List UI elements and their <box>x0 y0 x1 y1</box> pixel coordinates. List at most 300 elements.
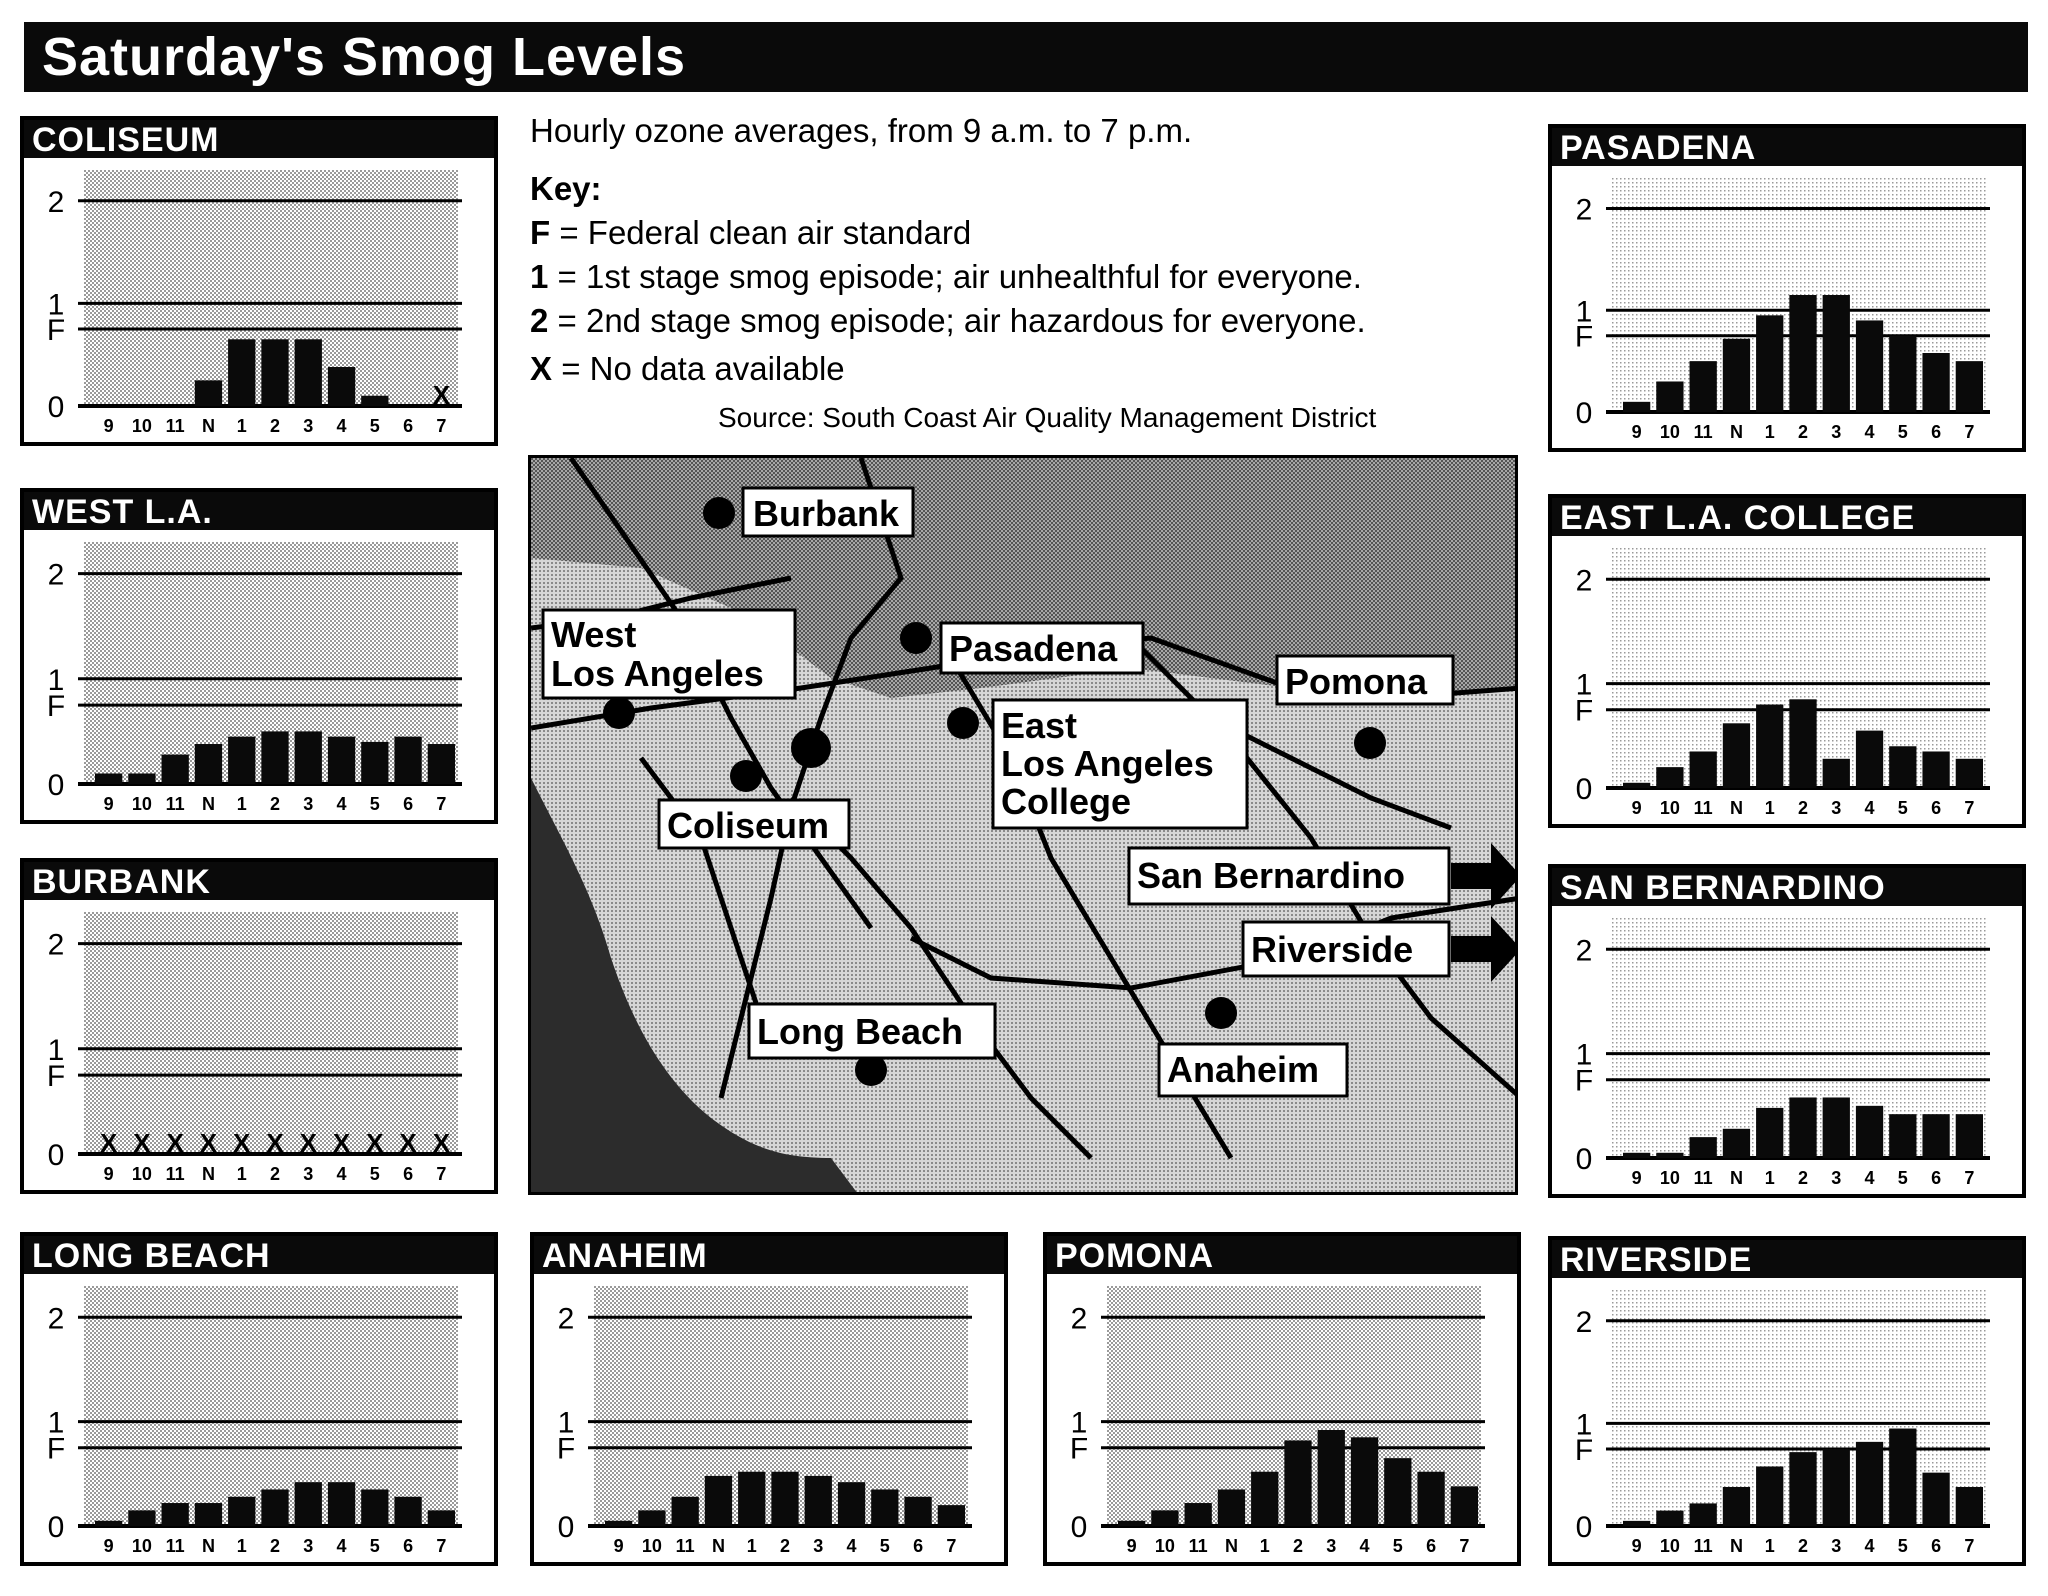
chart-title: POMONA <box>1047 1236 1517 1274</box>
bar <box>904 1497 931 1526</box>
bar <box>1823 759 1850 788</box>
bar <box>1756 315 1783 412</box>
city-marker <box>1205 997 1237 1029</box>
x-tick-label: 9 <box>103 1164 114 1184</box>
map-label-san-bernardino: San Bernardino <box>1137 855 1406 896</box>
legend-heading: Key: <box>530 170 602 207</box>
bar <box>1956 759 1983 788</box>
y-tick-label: F <box>1574 320 1594 354</box>
x-tick-label: 5 <box>1897 798 1908 818</box>
bar <box>1756 705 1783 788</box>
x-tick-label: 2 <box>1797 1536 1809 1556</box>
chart-panel-long-beach <box>20 1232 498 1566</box>
x-tick-label: 1 <box>1764 1168 1775 1188</box>
y-tick-label: 1 <box>1070 1406 1088 1440</box>
bar <box>195 744 222 784</box>
bar <box>638 1510 665 1526</box>
y-tick-label: F <box>46 690 66 724</box>
y-tick-label: 1 <box>1575 1038 1593 1072</box>
bar <box>394 737 421 784</box>
legend-item-text: = 1st stage smog episode; air unhealthful for everyone. <box>557 258 1362 295</box>
x-tick-label: 7 <box>436 794 447 814</box>
bar <box>228 1497 255 1526</box>
y-tick-label: 1 <box>47 1406 65 1440</box>
x-tick-label: 11 <box>1188 1536 1208 1556</box>
bar <box>1656 381 1683 412</box>
chart-title: SAN BERNARDINO <box>1552 868 2022 906</box>
bar <box>1823 1449 1850 1526</box>
bar <box>261 339 288 406</box>
x-tick-label: 1 <box>1764 798 1775 818</box>
x-tick-label: 11 <box>1693 798 1713 818</box>
plot-background <box>84 912 458 1154</box>
x-tick-label: 11 <box>675 1536 695 1556</box>
legend-item-text: = Federal clean air standard <box>559 214 972 251</box>
bar <box>938 1505 965 1526</box>
map-label-east-la-1: East <box>1001 705 1078 746</box>
y-tick-label: 0 <box>47 391 65 424</box>
bar <box>1690 1137 1717 1158</box>
bar <box>428 1510 455 1526</box>
no-data-marker: X <box>166 1128 184 1158</box>
map-label-west-la-2: Los Angeles <box>551 653 764 694</box>
x-tick-label: 10 <box>1659 1168 1680 1188</box>
legend-item-text: = No data available <box>561 350 845 387</box>
chart-panel-riverside <box>1548 1236 2026 1566</box>
bar <box>128 1510 155 1526</box>
map-label-pomona: Pomona <box>1285 661 1428 702</box>
x-tick-label: 5 <box>369 416 380 436</box>
x-tick-label: 4 <box>336 1164 347 1184</box>
chart-svg <box>1047 1274 1517 1562</box>
y-tick-label: 2 <box>47 185 65 219</box>
no-data-marker: X <box>366 1128 384 1158</box>
x-tick-label: 9 <box>103 416 114 436</box>
bar <box>805 1476 832 1526</box>
region-map <box>528 455 1518 1195</box>
x-tick-label: 5 <box>369 1536 380 1556</box>
y-tick-label: 0 <box>557 1511 575 1544</box>
bar <box>1922 1473 1949 1526</box>
x-tick-label: 3 <box>303 1164 314 1184</box>
x-tick-label: 10 <box>131 1164 152 1184</box>
x-tick-label: 10 <box>641 1536 662 1556</box>
no-data-marker: X <box>399 1128 417 1158</box>
x-tick-label: 11 <box>165 416 185 436</box>
x-tick-label: 1 <box>236 794 247 814</box>
x-tick-label: N <box>201 416 215 436</box>
legend-item <box>530 258 1362 296</box>
y-tick-label: 1 <box>1575 295 1593 329</box>
x-tick-label: 6 <box>403 416 414 436</box>
no-data-marker: X <box>133 1128 151 1158</box>
no-data-marker: X <box>266 1128 284 1158</box>
y-tick-label: 0 <box>1070 1511 1088 1544</box>
x-tick-label: 4 <box>1864 798 1875 818</box>
x-tick-label: 11 <box>165 794 185 814</box>
map-label-long-beach: Long Beach <box>757 1011 964 1052</box>
x-tick-label: 4 <box>336 1536 347 1556</box>
x-tick-label: 3 <box>1831 1536 1842 1556</box>
x-tick-label: N <box>201 1164 215 1184</box>
x-tick-label: 11 <box>1693 1536 1713 1556</box>
x-tick-label: 7 <box>1964 1168 1975 1188</box>
bar <box>1789 699 1816 788</box>
chart-title: RIVERSIDE <box>1552 1240 2022 1278</box>
bar <box>672 1497 699 1526</box>
y-tick-label: 0 <box>47 769 65 802</box>
y-tick-label: 2 <box>47 928 65 962</box>
bar <box>1656 767 1683 788</box>
bar <box>1723 1129 1750 1158</box>
x-tick-label: 3 <box>1831 422 1842 442</box>
bar <box>295 339 322 406</box>
x-tick-label: 5 <box>1897 1536 1908 1556</box>
bar <box>162 1503 189 1526</box>
x-tick-label: 5 <box>369 1164 380 1184</box>
y-tick-label: 2 <box>1575 564 1593 598</box>
bar <box>1956 1114 1983 1158</box>
chart-svg <box>1552 906 2022 1194</box>
y-tick-label: F <box>1574 1064 1594 1098</box>
y-tick-label: 2 <box>47 558 65 592</box>
x-tick-label: 6 <box>1426 1536 1437 1556</box>
bar <box>195 1503 222 1526</box>
bar <box>1956 1487 1983 1526</box>
bar <box>1956 361 1983 412</box>
bar <box>1889 1114 1916 1158</box>
y-tick-label: 1 <box>1575 668 1593 702</box>
y-tick-label: 2 <box>1575 193 1593 227</box>
x-tick-label: 5 <box>369 794 380 814</box>
y-tick-label: 2 <box>557 1302 575 1336</box>
x-tick-label: 9 <box>1631 422 1642 442</box>
x-tick-label: 11 <box>165 1536 185 1556</box>
city-marker <box>1354 727 1386 759</box>
bar <box>328 737 355 784</box>
chart-panel-west-la <box>20 488 498 824</box>
y-tick-label: 0 <box>1575 1143 1593 1176</box>
bar <box>1118 1521 1145 1526</box>
chart-panel-coliseum <box>20 116 498 446</box>
city-marker <box>703 497 735 529</box>
chart-title: BURBANK <box>24 862 494 900</box>
no-data-marker: X <box>432 1128 451 1158</box>
bar <box>1623 1153 1650 1158</box>
bar <box>1789 1452 1816 1526</box>
x-tick-label: 10 <box>131 794 152 814</box>
x-tick-label: 11 <box>165 1164 185 1184</box>
chart-svg <box>1552 1278 2022 1562</box>
legend-item-key: F <box>530 214 551 251</box>
x-tick-label: 6 <box>913 1536 924 1556</box>
x-tick-label: 6 <box>1931 1168 1942 1188</box>
bar <box>1856 1442 1883 1526</box>
bar <box>1756 1108 1783 1158</box>
bar <box>1384 1458 1411 1526</box>
y-tick-label: 0 <box>1575 1511 1593 1544</box>
legend-item <box>530 302 1366 340</box>
bar <box>1723 723 1750 788</box>
bar <box>771 1472 798 1526</box>
x-tick-label: N <box>1729 798 1743 818</box>
bar <box>1922 353 1949 412</box>
x-tick-label: 2 <box>269 1164 281 1184</box>
bar <box>295 1482 322 1526</box>
bar <box>1889 746 1916 788</box>
map-label-riverside: Riverside <box>1251 929 1414 970</box>
chart-title: COLISEUM <box>24 120 494 158</box>
x-tick-label: 9 <box>103 794 114 814</box>
x-tick-label: 3 <box>303 794 314 814</box>
bar <box>705 1476 732 1526</box>
no-data-marker: X <box>99 1128 118 1158</box>
bar <box>1318 1430 1345 1526</box>
bar <box>361 396 388 406</box>
chart-panel-pasadena <box>1548 124 2026 452</box>
chart-panel-burbank <box>20 858 498 1194</box>
bar <box>394 1497 421 1526</box>
y-tick-label: 1 <box>47 663 65 697</box>
bar <box>1922 751 1949 788</box>
city-marker <box>603 697 635 729</box>
chart-svg <box>24 1274 494 1562</box>
y-tick-label: 0 <box>47 1511 65 1544</box>
x-tick-label: 4 <box>1864 1168 1875 1188</box>
bar <box>1690 361 1717 412</box>
bar <box>1723 1487 1750 1526</box>
x-tick-label: 4 <box>336 794 347 814</box>
bar <box>1284 1440 1311 1526</box>
x-tick-label: 2 <box>269 794 281 814</box>
x-tick-label: 1 <box>236 416 247 436</box>
map-label-coliseum: Coliseum <box>667 805 830 846</box>
bar <box>328 1482 355 1526</box>
bar <box>1251 1472 1278 1526</box>
x-tick-label: 11 <box>1693 422 1713 442</box>
map-label-pasadena: Pasadena <box>949 628 1118 669</box>
x-tick-label: 10 <box>131 416 152 436</box>
x-tick-label: 10 <box>1154 1536 1175 1556</box>
bar <box>1451 1486 1478 1526</box>
y-tick-label: 2 <box>1575 1305 1593 1339</box>
bar <box>95 1521 122 1526</box>
bar <box>605 1521 632 1526</box>
x-tick-label: 7 <box>1964 422 1975 442</box>
x-tick-label: 7 <box>436 1536 447 1556</box>
bar <box>95 773 122 784</box>
y-tick-label: F <box>46 1432 66 1466</box>
city-marker <box>947 707 979 739</box>
bar <box>128 773 155 784</box>
map-label-east-la-2: Los Angeles <box>1001 743 1214 784</box>
y-tick-label: 0 <box>1575 773 1593 806</box>
x-tick-label: 1 <box>746 1536 757 1556</box>
map-label-west-la-1: West <box>551 614 637 655</box>
x-tick-label: 10 <box>1659 798 1680 818</box>
chart-svg <box>534 1274 1004 1562</box>
chart-title: ANAHEIM <box>534 1236 1004 1274</box>
x-tick-label: 4 <box>336 416 347 436</box>
title-bar <box>24 22 2028 92</box>
x-tick-label: 7 <box>1459 1536 1470 1556</box>
x-tick-label: 9 <box>103 1536 114 1556</box>
y-tick-label: F <box>1574 694 1594 728</box>
x-tick-label: 6 <box>403 1536 414 1556</box>
y-tick-label: 2 <box>1575 934 1593 968</box>
bar <box>838 1482 865 1526</box>
bar <box>1417 1472 1444 1526</box>
city-marker <box>900 622 932 654</box>
x-tick-label: N <box>1224 1536 1238 1556</box>
x-tick-label: 5 <box>1897 1168 1908 1188</box>
legend-item-key: 1 <box>530 258 549 295</box>
x-tick-label: 3 <box>303 416 314 436</box>
bar <box>428 744 455 784</box>
chart-svg <box>24 158 494 442</box>
x-tick-label: N <box>1729 422 1743 442</box>
y-tick-label: 2 <box>1070 1302 1088 1336</box>
bar <box>1656 1153 1683 1158</box>
x-tick-label: 6 <box>403 794 414 814</box>
x-tick-label: 5 <box>879 1536 890 1556</box>
x-tick-label: 4 <box>1864 1536 1875 1556</box>
legend-item <box>530 350 845 388</box>
bar <box>1151 1510 1178 1526</box>
bar <box>295 731 322 784</box>
x-tick-label: 7 <box>436 416 447 436</box>
bar <box>1856 320 1883 412</box>
x-tick-label: 4 <box>1864 422 1875 442</box>
x-tick-label: 7 <box>436 1164 447 1184</box>
y-tick-label: 1 <box>47 1033 65 1067</box>
bar <box>738 1472 765 1526</box>
source-note: Source: South Coast Air Quality Management District <box>718 402 1377 433</box>
x-tick-label: 7 <box>1964 798 1975 818</box>
x-tick-label: 1 <box>236 1536 247 1556</box>
y-tick-label: 0 <box>47 1139 65 1172</box>
x-tick-label: 6 <box>1931 422 1942 442</box>
legend-item-key: 2 <box>530 302 549 339</box>
y-tick-label: 2 <box>47 1302 65 1336</box>
x-tick-label: N <box>711 1536 725 1556</box>
bar <box>1218 1489 1245 1526</box>
bar <box>1922 1114 1949 1158</box>
bar <box>1623 1521 1650 1526</box>
y-tick-label: 1 <box>47 288 65 322</box>
map-label-anaheim: Anaheim <box>1167 1049 1320 1090</box>
x-tick-label: 6 <box>403 1164 414 1184</box>
x-tick-label: 2 <box>269 1536 281 1556</box>
x-tick-label: N <box>1729 1536 1743 1556</box>
chart-panel-anaheim <box>530 1232 1008 1566</box>
x-tick-label: 4 <box>1359 1536 1370 1556</box>
bar <box>361 742 388 784</box>
x-tick-label: 3 <box>1831 798 1842 818</box>
x-tick-label: 10 <box>1659 422 1680 442</box>
x-tick-label: N <box>201 1536 215 1556</box>
x-tick-label: 5 <box>1392 1536 1403 1556</box>
y-tick-label: 0 <box>1575 397 1593 430</box>
bar <box>1351 1437 1378 1526</box>
legend-item-text: = 2nd stage smog episode; air hazardous for everyone. <box>557 302 1366 339</box>
map-label-east-la-3: College <box>1001 781 1132 822</box>
x-tick-label: N <box>1729 1168 1743 1188</box>
bar <box>1889 1429 1916 1526</box>
no-data-marker: X <box>432 380 451 410</box>
bar <box>1656 1511 1683 1526</box>
x-tick-label: 3 <box>813 1536 824 1556</box>
legend-item-key: X <box>530 350 553 387</box>
x-tick-label: 2 <box>269 416 281 436</box>
bar <box>328 367 355 406</box>
x-tick-label: 6 <box>1931 1536 1942 1556</box>
chart-svg <box>1552 536 2022 824</box>
x-tick-label: 1 <box>1764 1536 1775 1556</box>
city-marker <box>791 728 831 768</box>
x-tick-label: 3 <box>303 1536 314 1556</box>
chart-subtitle: Hourly ozone averages, from 9 a.m. to 7 p.m. <box>530 112 1193 149</box>
bar <box>1623 783 1650 788</box>
bar <box>871 1489 898 1526</box>
chart-panel-east-la-college <box>1548 494 2026 828</box>
bar <box>1856 731 1883 788</box>
x-tick-label: 2 <box>1797 422 1809 442</box>
bar <box>361 1489 388 1526</box>
y-tick-label: 1 <box>557 1406 575 1440</box>
x-tick-label: 2 <box>1292 1536 1304 1556</box>
bar <box>162 755 189 784</box>
map-label-burbank: Burbank <box>753 493 900 534</box>
x-tick-label: 9 <box>613 1536 624 1556</box>
bar <box>1185 1503 1212 1526</box>
y-tick-label: F <box>1069 1432 1089 1466</box>
x-tick-label: 9 <box>1631 1168 1642 1188</box>
chart-svg <box>1552 166 2022 448</box>
x-tick-label: 9 <box>1126 1536 1137 1556</box>
x-tick-label: 2 <box>779 1536 791 1556</box>
y-tick-label: F <box>46 1060 66 1094</box>
bar <box>1756 1466 1783 1526</box>
x-tick-label: 11 <box>1693 1168 1713 1188</box>
chart-panel-san-bernardino <box>1548 864 2026 1198</box>
x-tick-label: 3 <box>1326 1536 1337 1556</box>
bar <box>228 737 255 784</box>
x-tick-label: 10 <box>1659 1536 1680 1556</box>
no-data-marker: X <box>299 1128 317 1158</box>
x-tick-label: 5 <box>1897 422 1908 442</box>
bar <box>1690 751 1717 788</box>
y-tick-label: 1 <box>1575 1408 1593 1442</box>
x-tick-label: N <box>201 794 215 814</box>
x-tick-label: 2 <box>1797 1168 1809 1188</box>
bar <box>1789 295 1816 412</box>
page-title: Saturday's Smog Levels <box>42 27 687 87</box>
y-tick-label: F <box>556 1432 576 1466</box>
no-data-marker: X <box>199 1128 218 1158</box>
bar <box>1823 295 1850 412</box>
x-tick-label: 10 <box>131 1536 152 1556</box>
bar <box>1623 402 1650 412</box>
legend-item <box>530 214 971 252</box>
chart-svg <box>24 900 494 1190</box>
x-tick-label: 2 <box>1797 798 1809 818</box>
y-tick-label: F <box>46 314 66 348</box>
x-tick-label: 1 <box>1764 422 1775 442</box>
no-data-marker: X <box>233 1128 251 1158</box>
x-tick-label: 3 <box>1831 1168 1842 1188</box>
chart-title: WEST L.A. <box>24 492 494 530</box>
